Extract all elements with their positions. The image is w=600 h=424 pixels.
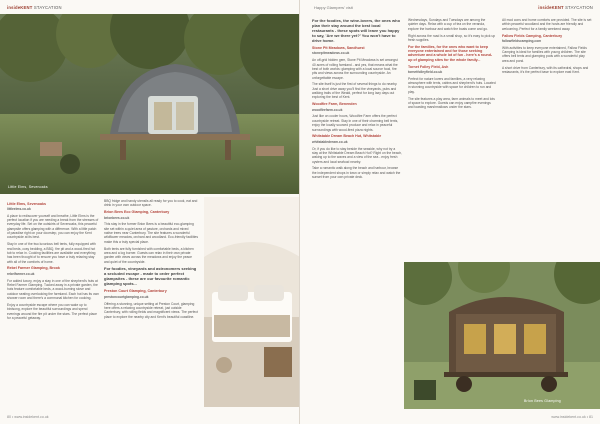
page-number-left: 80 • www.insidekent.co.uk xyxy=(7,415,49,419)
left-column-2 xyxy=(104,199,198,322)
body-paragraph: This stay in the former Brion Bees is a beautiful eco-glamping site set within a quiet area of pasture, orchards and mixed native trees near Canterbury. The site features a wonderful wildflower meadow, orchard and woodland. Eco-friendly facilities make this a truly special place. xyxy=(104,222,199,244)
body-paragraph: A short drive from Canterbury, with its cathedral, shops and restaurants, it's the perfect base to explore east Kent. xyxy=(502,65,589,74)
body-paragraph: Or, if you do like to stay beside the seaside, why not try a stay at the Whitstable Dream Beach Hut? Right on the beach, waking up to the waves and a view of the sea - enjoy fresh oysters and local seafood nearby. xyxy=(312,146,402,164)
right-column-1 xyxy=(312,18,402,182)
website-link[interactable]: prestoncourtglamping.co.uk xyxy=(104,294,149,299)
section-heading: Preston Court Glamping, Canterbury xyxy=(104,289,167,294)
body-paragraph: A place to rediscover yourself and breathe, Little Elms is the perfect location if you are needing a break from the stresses of everyday life. Set on the outskirts of Sevenoaks, this peaceful glampsite offers glamping with a difference. With a little patch of paradise right on your doorstep, you can enjoy the Kent countryside at its best. xyxy=(7,213,99,240)
body-paragraph: The site itself is just the first of several things to do nearby. Just a short drive away you'll find the vineyards, pubs and walking trails of the Weald, perfect for long lazy days out exploring the best of Kent. xyxy=(312,82,398,100)
brand-logo: insideKENT xyxy=(7,5,33,10)
website-link[interactable]: whitstabledream.co.uk xyxy=(312,139,348,144)
body-paragraph: All mod cons and home comforts are provided. The site is set within peaceful woodland and the hosts are friendly and welcoming. Perfect for a family weekend away. xyxy=(502,18,592,31)
glamping-pod-illustration xyxy=(0,14,300,194)
section-heading: For the families, for the ones who want to keep everyone entertained and for those seeking adventure and a whole lot of fun - here's a round-up of glamping sites for the whole family... xyxy=(408,44,493,62)
left-header xyxy=(7,5,62,10)
section-heading: Tornet Folley Field, Ash xyxy=(408,64,449,69)
body-paragraph: Take a romantic walk along the beach and harbour, browse the independent shops in town or simply relax and watch the sunset from your own private deck. xyxy=(312,166,401,180)
section-label: STAYCATION xyxy=(33,5,62,10)
section-tag: Happy Glampers' visit xyxy=(314,5,353,10)
shepherd-hut-illustration xyxy=(404,262,600,409)
page-number-right: www.insidekent.co.uk • 81 xyxy=(551,415,593,419)
lead-paragraph: For foodies, vineyards and astronomers seeking a secluded escape - made to order perfect glampsites - these are our favourite romantic glamping spots... xyxy=(104,266,197,287)
website-link[interactable]: woodfirefarm.co.uk xyxy=(312,107,343,112)
body-paragraph: Perfect for nature lovers and families, a very relaxing atmosphere with tents, cabins and shepherd's huts. Located in stunning countryside with space for children to run and play. xyxy=(408,76,496,94)
website-link[interactable]: stonepitmeadows.co.uk xyxy=(312,51,350,56)
photo-caption: Brion Bees Glamping xyxy=(524,399,561,403)
body-paragraph: Just like on cooler hours, Woodfire Farm offers the perfect countryside retreat. Stay in one of their charming bell tents, enjoy the locally sourced produce and relax in peaceful surroundings with wood-fired pizza nights. xyxy=(312,114,399,132)
left-column-1 xyxy=(7,199,99,323)
right-header xyxy=(538,5,593,10)
body-paragraph: BBQ fridge and handy utensils all ready for you to cook, eat and drink in your own outdoor space. xyxy=(104,199,198,208)
website-link[interactable]: littleelms.co.uk xyxy=(7,206,31,211)
right-page xyxy=(300,0,600,424)
body-paragraph: An off-grid hidden gem, Stone Pit Meadows is set amongst 40 acres of rolling farmland - and yes, that means what the best of both worlds: glamping with a local source food, fire pits and views across the surrounding countryside. An unforgettable escape. xyxy=(312,58,398,80)
photo-caption: Little Elms, Sevenoaks xyxy=(8,185,48,189)
bed-photo xyxy=(204,197,300,407)
section-heading: Rebel Farmer Glamping, Brook xyxy=(7,266,60,271)
right-column-3 xyxy=(502,18,592,77)
body-paragraph: Right across the road is a small shop, so it's easy to pick up fresh supplies. xyxy=(408,33,496,42)
section-heading: Stone Pit Meadows, Sandhurst xyxy=(312,46,365,50)
section-heading: Woodfire Farm, Benenden xyxy=(312,102,357,107)
body-paragraph: Enjoy a countryside escape where you can wake up to birdsong, explore the beautiful surroundings and spend evenings around the fire pit under the stars. The perfect place for a peaceful getaway. xyxy=(7,302,97,320)
brand-logo: insideKENT xyxy=(538,5,564,10)
bell-tent-interior-illustration xyxy=(204,197,300,407)
body-paragraph: The site features a play area, farm animals to meet and lots of space to explore. Guests can enjoy campfire evenings and toasting marshmallows under the stars. xyxy=(408,96,495,110)
website-link[interactable]: rebelfarmer.co.uk xyxy=(7,271,35,276)
right-column-2 xyxy=(408,18,496,112)
website-link[interactable]: brionbees.co.uk xyxy=(104,215,130,220)
body-paragraph: Both tents are fully furnished with comfortable beds, a kitchen area and a log burner. Guests can relax in their own private garden with views across the meadows and enjoy the peace and quiet of the countryside. xyxy=(104,246,194,264)
section-heading: Whitstable Dream Beach Hut, Whitstable xyxy=(312,134,382,139)
body-paragraph: Wednesdays, Sundays and Tuesdays are among the quieter days. Relax with a cup of tea on the veranda, explore the harbour and watch the boats come and go. xyxy=(408,18,488,31)
body-paragraph: Offering a stunning, unique setting at Preston Court, glamping here offers a relaxing countryside retreat, just outside Canterbury, with rolling fields and magnificent views. The perfect place to explore the nearby city and Kent's beautiful coastline. xyxy=(104,301,198,319)
body-paragraph: With activities to keep everyone entertained, Fallow Fields Camping is ideal for families with young children. The site offers bell tents and glamping pods with a wonderful play area and pond. xyxy=(502,45,587,63)
website-link[interactable]: tornetfolleyfield.co.uk xyxy=(408,69,443,74)
section-label: STAYCATION xyxy=(565,5,593,10)
section-heading: Little Elms, Sevenoaks xyxy=(7,201,46,206)
body-paragraph: For added luxury, enjoy a stay in one of the shepherd's huts at Rebel Farmer Glamping. Tucked away in a private garden, the huts feature comfortable beds, a wood-burning stove and outdoor seating overlooking the farmland. Each hut has its own shower room and there's a communal kitchen for cooking. xyxy=(7,278,100,301)
body-paragraph: Stay in one of the two luxurious bell tents, fully equipped with real beds, cosy bedding, a BBQ, fire pit and a wood-fired hot tub to relax in. Cooking facilities are available and everything has been thought of to ensure you have a truly relaxing stay with all of the comforts of home. xyxy=(7,242,96,264)
website-link[interactable]: fallowfieldscamping.com xyxy=(502,38,542,43)
pod-photo xyxy=(0,14,300,194)
lead-paragraph: For the foodies, the wine-lovers, the ones who plan their stay around the best local restaurants - these spots will leave you happy to say, 'Are we there yet?' You won't have to drive home. xyxy=(312,18,401,43)
shepherd-hut-photo xyxy=(404,262,600,409)
section-heading: Fallow Fields Camping, Canterbury xyxy=(502,33,563,38)
section-heading: Brion Bees Eco Glamping, Canterbury xyxy=(104,210,170,215)
